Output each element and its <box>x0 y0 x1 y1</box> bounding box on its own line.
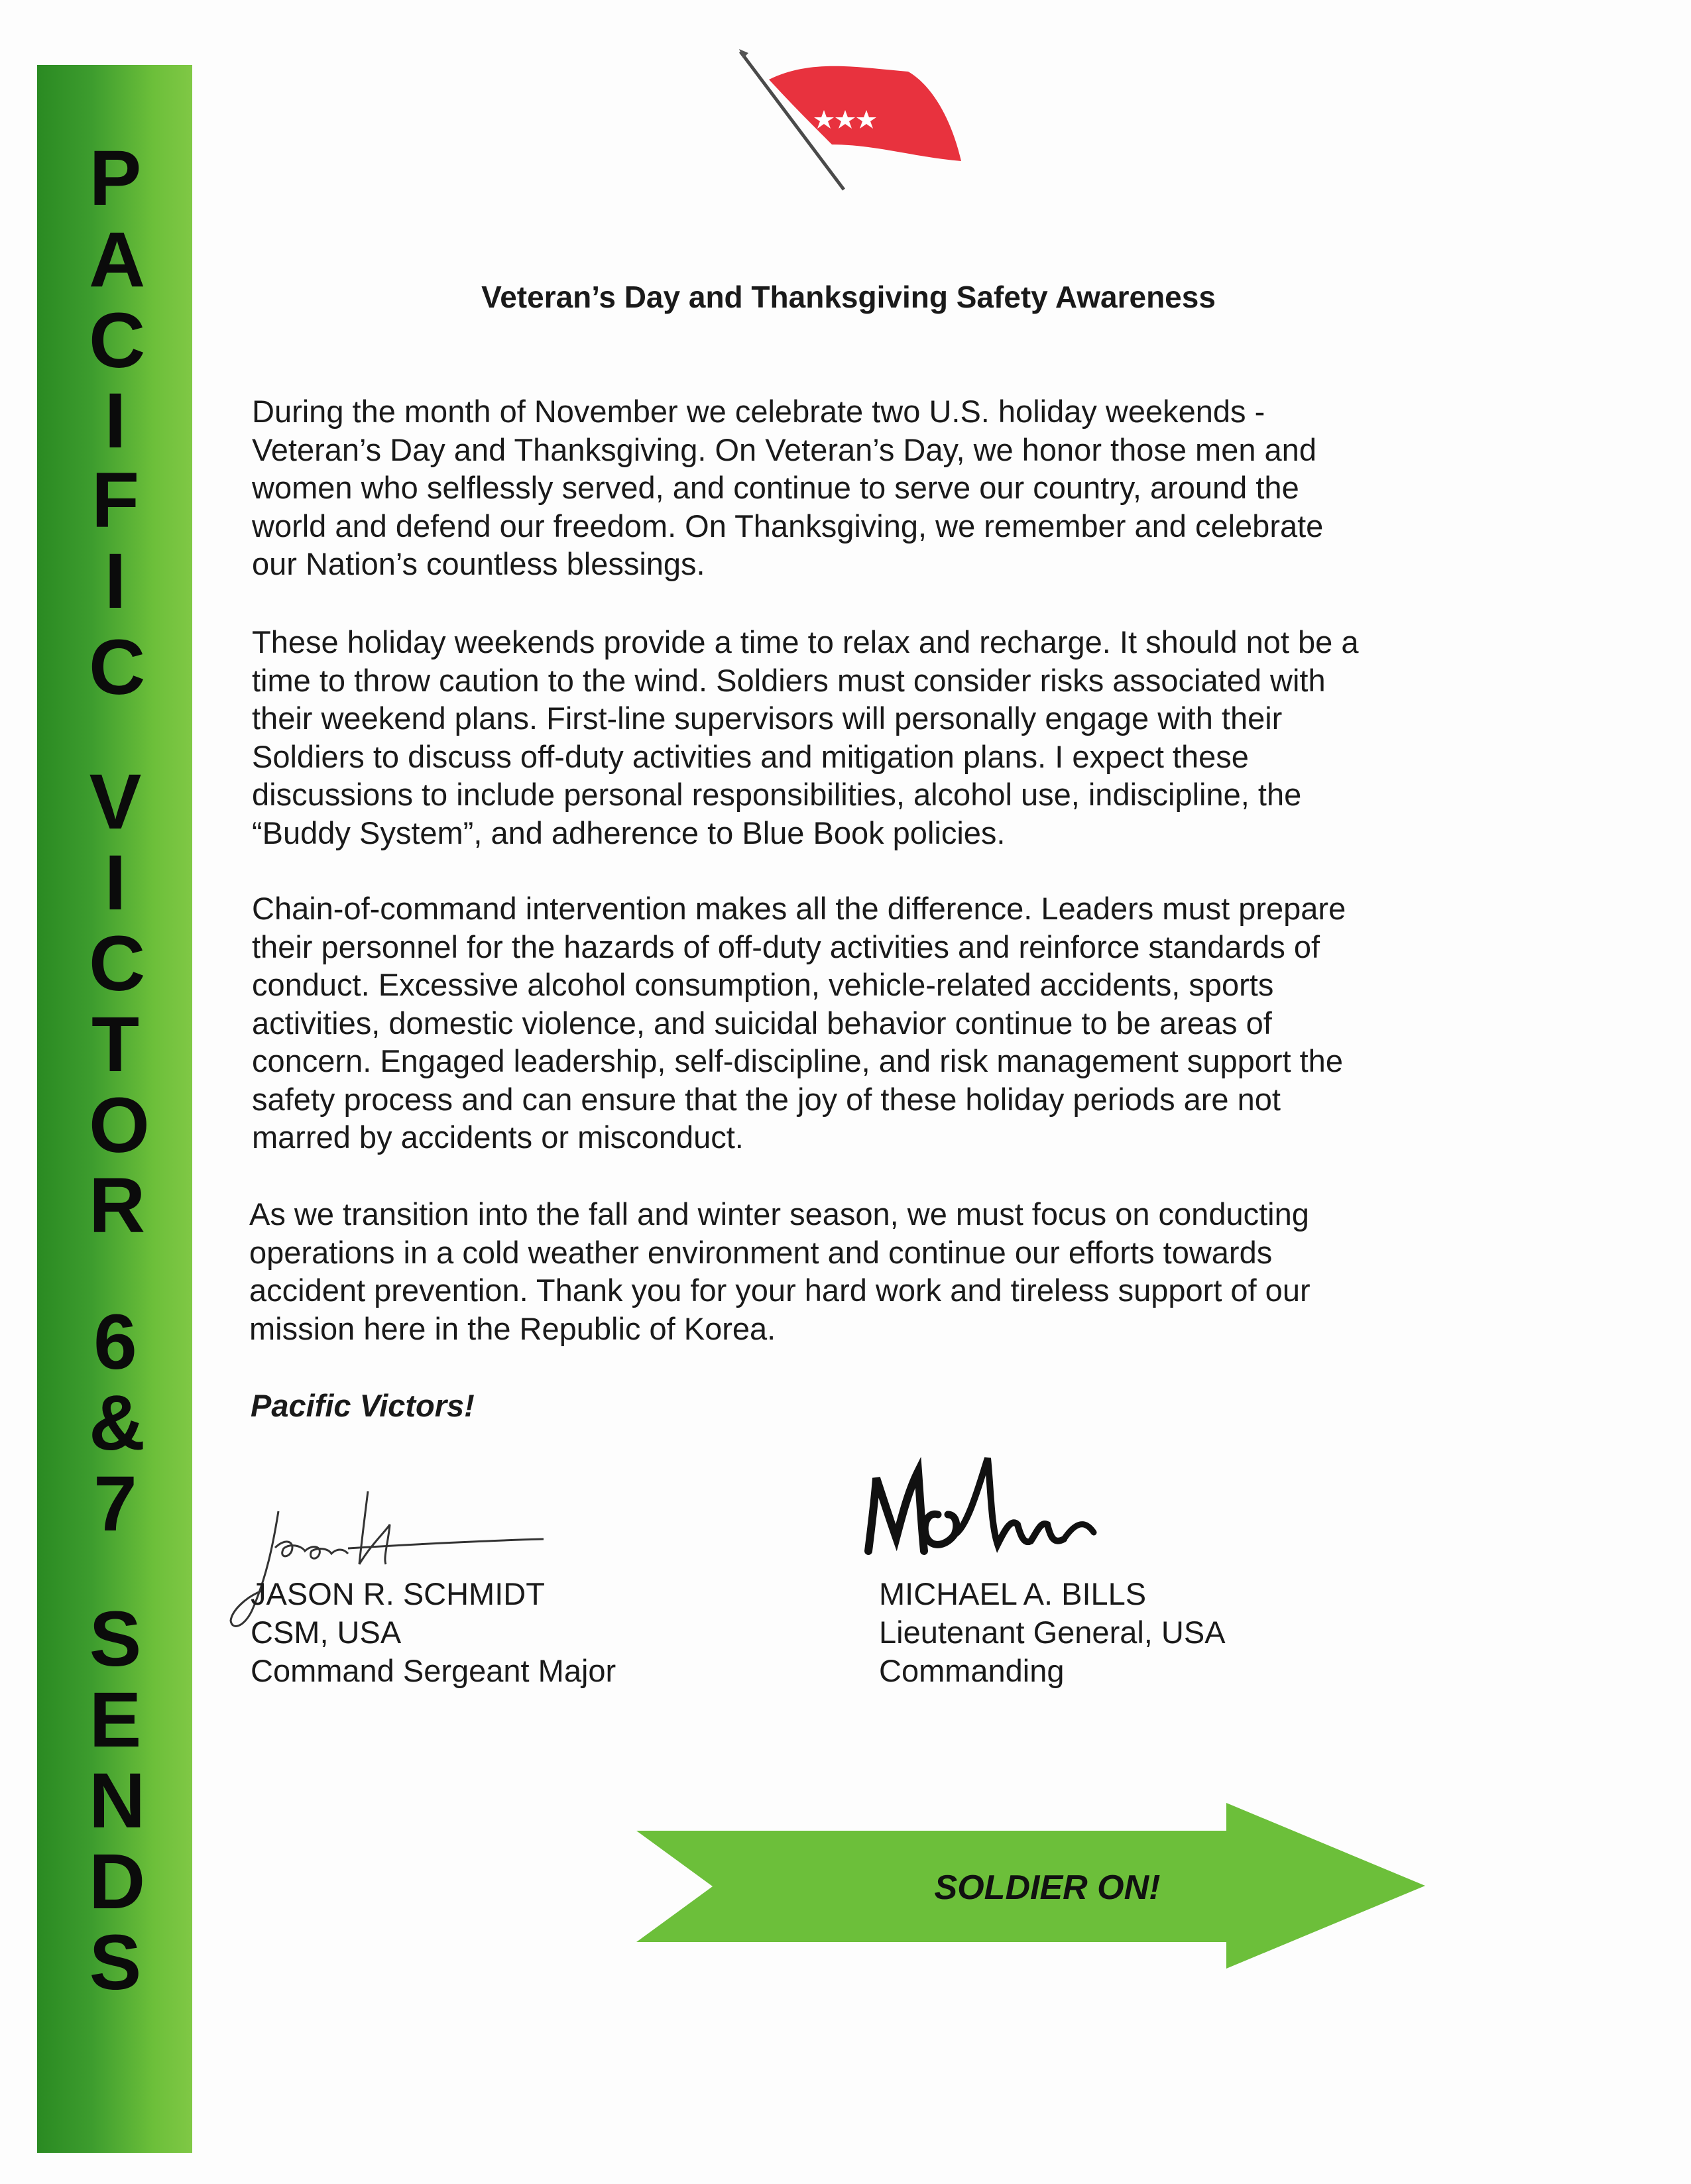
side-banner-letter: O <box>89 1082 150 1169</box>
signature-block-right <box>879 1575 1226 1690</box>
paragraph-line: Veteran’s Day and Thanksgiving. On Veteran’s Day, we honor those men and <box>252 431 1316 467</box>
side-banner-letter: E <box>89 1676 142 1764</box>
closing-line: Pacific Victors! <box>251 1388 475 1423</box>
paragraph-line: During the month of November we celebrate two U.S. holiday weekends - <box>252 394 1265 429</box>
signer-name: MICHAEL A. BILLS <box>879 1576 1147 1611</box>
paragraph-line: their personnel for the hazards of off-duty activities and reinforce standards of <box>252 929 1320 964</box>
three-star-flag-icon <box>732 45 984 198</box>
side-banner-letter: D <box>89 1838 146 1925</box>
paragraph-2 <box>252 623 1458 852</box>
side-banner-letter: N <box>89 1757 146 1845</box>
paragraph-line: concern. Engaged leadership, self-discipline, and risk management support the <box>252 1043 1343 1078</box>
signer-name: JASON R. SCHMIDT <box>251 1576 545 1611</box>
paragraph-line: mission here in the Republic of Korea. <box>249 1310 776 1346</box>
signature-bills <box>855 1452 1107 1578</box>
side-banner-text <box>37 65 192 2153</box>
side-banner-letter: I <box>104 538 127 625</box>
side-banner-letter: C <box>89 920 146 1007</box>
paragraph-line: women who selflessly served, and continue to serve our country, around the <box>252 470 1299 505</box>
side-banner-letter: I <box>104 839 127 927</box>
paragraph-line: their weekend plans. First-line supervisors will personally engage with their <box>252 701 1283 736</box>
paragraph-line: Soldiers to discuss off-duty activities and mitigation plans. I expect these <box>252 738 1249 774</box>
paragraph-line: world and defend our freedom. On Thanksgiving, we remember and celebrate <box>252 508 1324 544</box>
paragraph-line: marred by accidents or misconduct. <box>252 1120 744 1155</box>
paragraph-1 <box>252 392 1458 583</box>
signer-rank: Lieutenant General, USA <box>879 1615 1226 1650</box>
side-banner-letter: T <box>91 1001 140 1088</box>
side-banner-letter: C <box>89 624 146 711</box>
side-banner-letter: V <box>89 758 142 846</box>
paragraph-line: conduct. Excessive alcohol consumption, vehicle-related accidents, sports <box>252 967 1274 1002</box>
side-banner-letter: 6 <box>93 1298 137 1386</box>
side-banner <box>37 65 192 2153</box>
paragraph-line: our Nation’s countless blessings. <box>252 546 705 581</box>
signer-title: Commanding <box>879 1653 1065 1688</box>
paragraph-line: “Buddy System”, and adherence to Blue Book policies. <box>252 815 1006 850</box>
side-banner-letter: 7 <box>93 1460 137 1548</box>
paragraph-line: discussions to include personal responsibilities, alcohol use, indiscipline, the <box>252 777 1302 812</box>
signer-rank: CSM, USA <box>251 1615 402 1650</box>
paragraph-line: time to throw caution to the wind. Soldiers must consider risks associated with <box>252 662 1326 698</box>
side-banner-letter: R <box>89 1162 146 1249</box>
side-banner-letter: F <box>91 457 140 544</box>
paragraph-4 <box>249 1195 1456 1348</box>
side-banner-letter: C <box>89 297 146 384</box>
side-banner-letter: A <box>89 216 146 304</box>
paragraph-line: As we transition into the fall and winter season, we must focus on conducting <box>249 1196 1309 1232</box>
paragraph-line: accident prevention. Thank you for your hard work and tireless support of our <box>249 1273 1311 1308</box>
side-banner-letter: & <box>89 1379 146 1467</box>
paragraph-line: operations in a cold weather environment and continue our efforts towards <box>249 1234 1273 1270</box>
signer-title: Command Sergeant Major <box>251 1653 616 1688</box>
paragraph-line: Chain-of-command intervention makes all the difference. Leaders must prepare <box>252 891 1346 926</box>
signature-block-left <box>251 1575 616 1690</box>
paragraph-line: safety process and can ensure that the joy of these holiday periods are not <box>252 1081 1281 1117</box>
paragraph-line: These holiday weekends provide a time to relax and recharge. It should not be a <box>252 624 1359 660</box>
page-title: Veteran’s Day and Thanksgiving Safety Awareness <box>481 280 1216 314</box>
side-banner-letter: P <box>89 135 142 222</box>
paragraph-3 <box>252 890 1458 1157</box>
side-banner-letter: S <box>89 1595 142 1683</box>
paragraph-line: activities, domestic violence, and suicidal behavior continue to be areas of <box>252 1005 1272 1041</box>
soldier-on-label: SOLDIER ON! <box>934 1868 1161 1907</box>
side-banner-letter: S <box>89 1919 142 2006</box>
side-banner-letter: I <box>104 377 127 465</box>
